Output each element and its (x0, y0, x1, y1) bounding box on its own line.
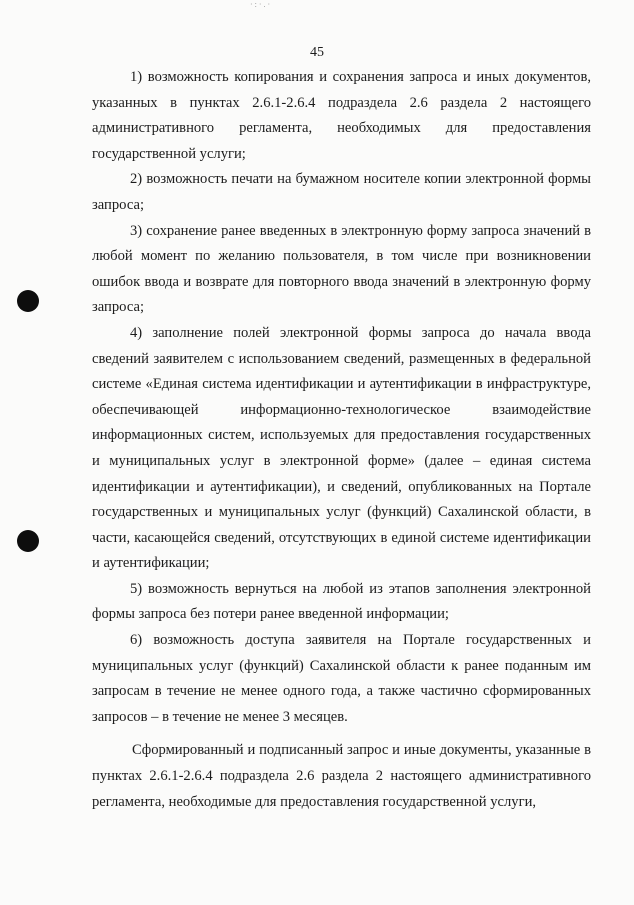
list-item-3: 3) сохранение ранее введенных в электронную форму запроса значений в любой момент по желанию пользователя, в том числе при возникновении ошибок ввода и возврате для повторного ввода значений в электронную форму запроса; (92, 222, 591, 316)
scan-artifact: ·:·.· (250, 0, 273, 9)
list-item-1: 1) возможность копирования и сохранения запроса и иных документов, указанных в пунктах 2.6.1-2.6.4 подраздела 2.6 раздела 2 настоящего административного регламента, необходимых для предоставления государственной услуги; (92, 69, 591, 162)
list-item-5: 5) возможность вернуться на любой из этапов заполнения электронной формы запроса без потери ранее введенной информации; (92, 580, 591, 623)
list-item-4: 4) заполнение полей электронной формы запроса до начала ввода сведений заявителем с использованием сведений, размещенных в федеральной системе «Единая система идентификации и аутентификации в инфраструктуре, обеспечивающей информационно-технологическое взаимодействие информационных систем, используемых для предоставления государственных и муниципальных услуг в электронной форме» (далее – единая система идентификации и аутентификации), и сведений, опубликованных на Портале государственных и муниципальных услуг (функций) Сахалинской области, в части, касающейся сведений, отсутствующих в единой системе идентификации и аутентификации; (92, 324, 591, 572)
punch-hole-bottom (17, 530, 39, 552)
document-body (92, 65, 591, 815)
list-item-6: 6) возможность доступа заявителя на Портале государственных и муниципальных услуг (функций) Сахалинской области к ранее поданным им запросам в течение не менее одного года, а также частично сформированных запросов – в течение не менее 3 месяцев. (92, 632, 591, 725)
page-number: 45 (310, 45, 324, 60)
list-item-2: 2) возможность печати на бумажном носителе копии электронной формы запроса; (92, 171, 591, 213)
closing-paragraph: Сформированный и подписанный запрос и иные документы, указанные в пунктах 2.6.1-2.6.4 подраздела 2.6 раздела 2 настоящего административного регламента, необходимые для предоставления государственной услуги, (92, 742, 591, 810)
punch-hole-top (17, 290, 39, 312)
